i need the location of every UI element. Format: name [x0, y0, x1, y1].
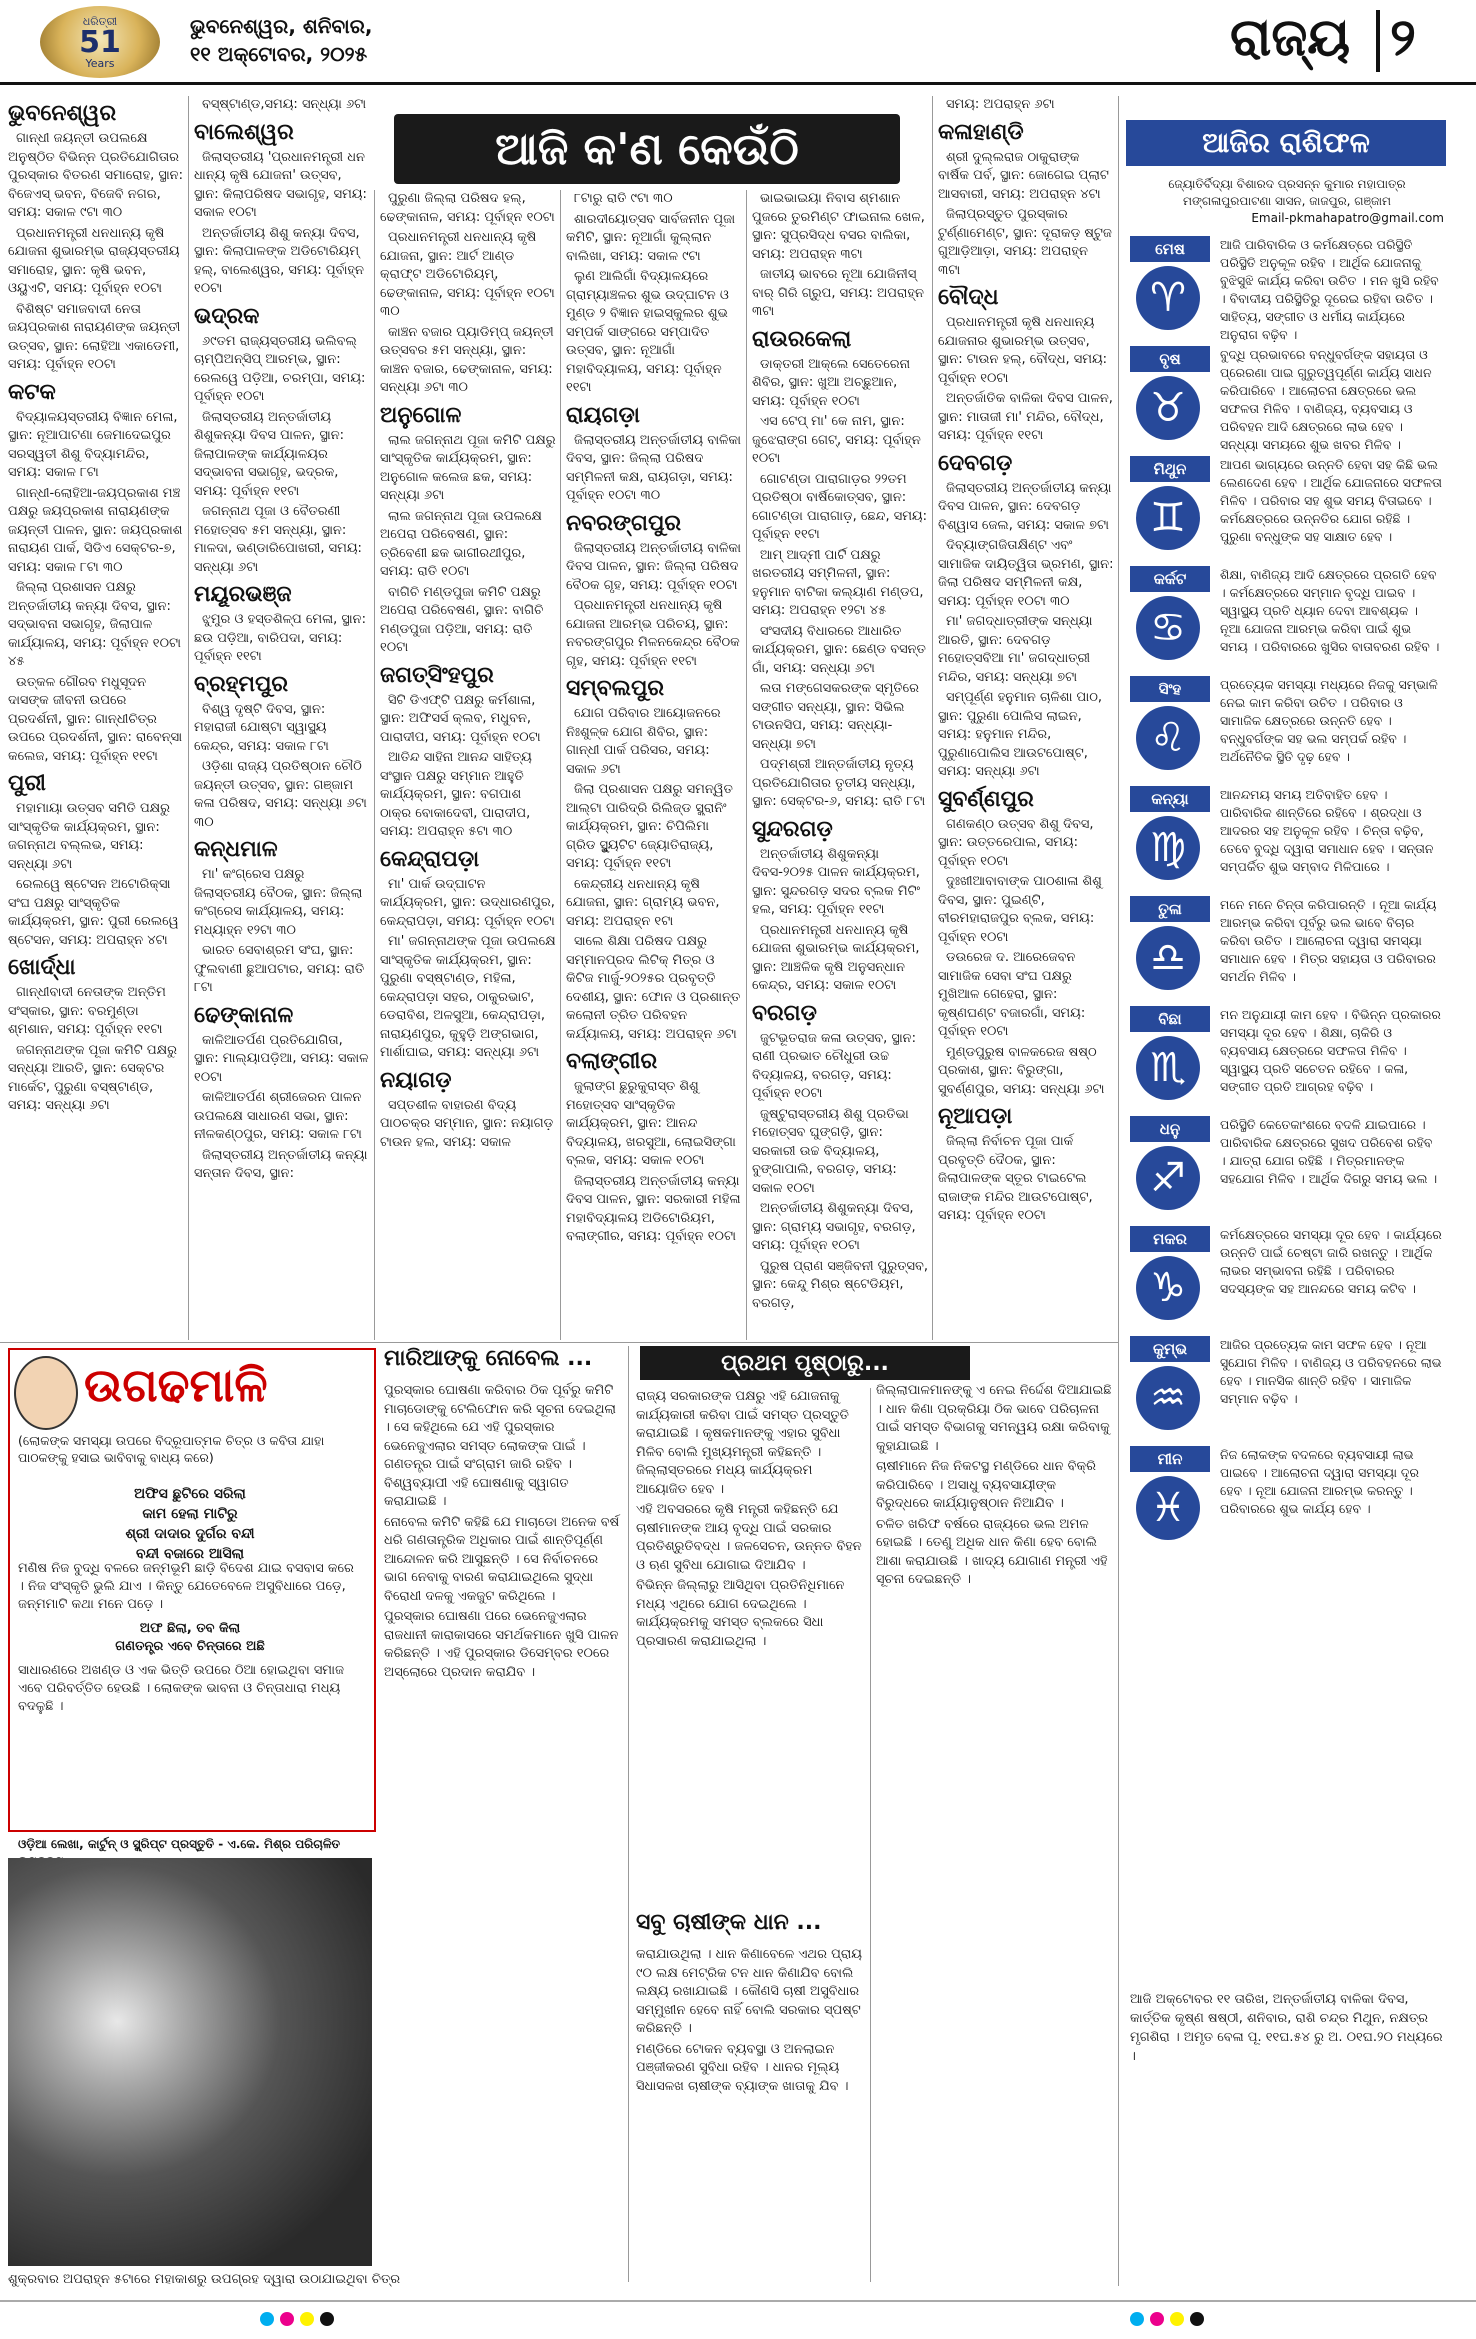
sign-label: ମେଷ — [1130, 236, 1210, 262]
district-heading: ନୂଆପଡ଼ା — [938, 1104, 1013, 1129]
poem-line: କାମ ହେଲା ମାଟିରୁ — [142, 1506, 238, 1522]
event-listing: ଲୁଣ ଆଲିଗାଁ ବିଦ୍ୟାଳୟରେ ଗ୍ରାମ୍ୟାଞ୍ଚଳର ଶୁଭ ଉଦ୍‌ଘାଟନ ଓ ମୁଣ୍ଡ ୨ ବିଜ୍ଞାନ ହାଇସ୍କୁଲର ଶୁଭ ସମ୍ପର୍କ ସାଙ୍ଗରେ ସମ୍ପାଦିତ ଉତ୍ସବ, ସ୍ଥାନ: ନୂଆଗାଁ ମହାବିଦ୍ୟାଳୟ, ସମୟ: ପୂର୍ବାହ୍ନ ୧୧ଟା — [566, 269, 729, 395]
cartoon-body — [18, 1560, 362, 1716]
event-listing: ଲତା ମଙ୍ଗେସକରଙ୍କ ସ୍ମୃତିରେ ସଙ୍ଗୀତ ସନ୍ଧ୍ୟା, ସ୍ଥାନ: ସିଭିଲ ଟାଉନସିପ, ସମୟ: ସନ୍ଧ୍ୟା-ସନ୍ଧ୍ୟା ୭ଟା — [752, 681, 920, 752]
column-divider — [628, 1346, 629, 2282]
event-listing: ଯୋଗ ପରିବାର ଆୟୋଜନରେ ନିଃଶୁଳ୍କ ଯୋଗ ଶିବିର, ସ୍ଥାନ: ଗାନ୍ଧୀ ପାର୍କ ପରିସର, ସମୟ: ସକାଳ ୬ଟା — [566, 706, 721, 777]
column-divider — [188, 96, 189, 1340]
district-heading: ଖୋର୍ଦ୍ଧା — [8, 955, 76, 980]
event-listing: ସମ୍ପୂର୍ଣ୍ଣ ହନୁମାନ ଚାଳିଶା ପାଠ, ସ୍ଥାନ: ପୁରୁଣା ପୋଲିସ ଲାଇନ, ସମୟ: ହନୁମାନ ମନ୍ଦିର, ପୁରୁଣାପୋଲିସ ଆଉଟପୋଷ୍ଟ, ସମୟ: ସନ୍ଧ୍ୟା ୬ଟା — [938, 690, 1103, 779]
logo-number: 51 — [79, 24, 121, 60]
event-listing: ଶ୍ରୀ ଦୁଲ୍ଲରାଜ ଠାକୁରାଙ୍କ ବାର୍ଷିକ ପର୍ବ, ସ୍ଥାନ: ଜୋଗେଇ ପ୍ଲାଟ ଆସବାରୀ, ସମୟ: ଅପରାହ୍ନ ୪ଟା — [938, 149, 1109, 202]
district-heading: ନବରଙ୍ଗପୁର — [566, 510, 682, 536]
story-paragraph: ବିଭିନ୍ନ ଜିଲ୍ଲାରୁ ଆସିଥିବା ପ୍ରତିନିଧିମାନେ ମଧ୍ୟ ଏଥିରେ ଯୋଗ ଦେଇଥିଲେ । କାର୍ଯ୍ୟକ୍ରମକୁ ସମସ୍ତ ବ୍ଲକରେ ସିଧା ପ୍ରସାରଣ କରାଯାଇଥିଲା । — [636, 1578, 845, 1649]
event-listing: ଓଡ଼ିଶା ରାଜ୍ୟ ପ୍ରତିଷ୍ଠାନ ଚୌଠି ଜୟନ୍ତୀ ଉତ୍ସବ, ସ୍ଥାନ: ଗଞ୍ଜାମ କଳା ପରିଷଦ, ସମୟ: ସନ୍ଧ୍ୟା ୬ଟା ୩୦ — [194, 759, 367, 830]
section-title: ରାଜ୍ୟ — [1230, 8, 1351, 68]
cartoon-subtitle: (ଲୋକଙ୍କ ସମସ୍ୟା ଉପରେ ବିଦ୍ରୂପାତ୍ମକ ଚିତ୍ର ଓ କବିତା ଯାହା ପାଠକଙ୍କୁ ହସାଇ ଭାବିବାକୁ ବାଧ୍ୟ କରେ) — [18, 1433, 325, 1465]
logo-name: ଧରିତ୍ରୀ — [82, 14, 118, 28]
district-heading: ସମ୍ବଲପୁର — [566, 676, 665, 701]
poem-line: ଅଫିସ ଛୁଟିରେ ସରିଲା — [134, 1486, 246, 1502]
sign-prediction: ମନ ଅନୁଯାୟୀ କାମ ହେବ । ବିଭିନ୍ନ ପ୍ରକାରର ସମସ୍ୟା ଦୂର ହେବ । ଶିକ୍ଷା, ଚାକିରି ଓ ବ୍ୟବସାୟ କ୍ଷେତ୍ରରେ ସଫଳତା ମିଳିବ । ସ୍ୱାସ୍ଥ୍ୟ ପ୍ରତି ସଚେତନ ରହିବେ । କଳା, ସଙ୍ଗୀତ ପ୍ରତି ଆଗ୍ରହ ବଢ଼ିବ । — [1220, 1007, 1441, 1094]
column-divider — [1118, 96, 1119, 2286]
zodiac-icon: ♎ — [1136, 926, 1200, 990]
event-listing: ଅନ୍ତର୍ଜାତୀୟ ଶିଶୁକନ୍ୟା ଦିବସ-୨୦୨୫ ପାଳନ କାର୍ଯ୍ୟକ୍ରମ, ସ୍ଥାନ: ସୁନ୍ଦରଗଡ଼ ସଦର ବ୍ଲକ ମିଟିଂ ହଲ, ସମୟ: ପୂର୍ବାହ୍ନ ୧୧ଟା — [752, 846, 920, 917]
district-heading: ବୌଦ୍ଧ — [938, 285, 999, 310]
anniversary-logo — [40, 6, 160, 78]
registration-mark — [1170, 2312, 1184, 2326]
event-listing: ଲାଲ ଜଗନ୍ନାଥ ପୂଜା କମିଟି ପକ୍ଷରୁ ସାଂସ୍କୃତିକ କାର୍ଯ୍ୟକ୍ରମ, ସ୍ଥାନ: ଅନୁଗୋଳ କଲେଜ ଛକ, ସମୟ: ସନ୍ଧ୍ୟା ୬ଟା — [380, 432, 556, 503]
registration-mark — [260, 2312, 274, 2326]
story-paragraph: କରାଯାଉଥିଲା । ଧାନ କିଣାବେଳେ ଏଥର ପ୍ରାୟ ୯୦ ଲକ୍ଷ ମେଟ୍ରିକ ଟନ ଧାନ କିଣାଯିବ ବୋଲି ଲକ୍ଷ୍ୟ ରଖାଯାଇଛି । କୌଣସି ଚାଷୀ ଅସୁବିଧାର ସମ୍ମୁଖୀନ ହେବେ ନାହିଁ ବୋଲି ସରକାର ସ୍ପଷ୍ଟ କରିଛନ୍ତି । — [636, 1947, 862, 2036]
sign-prediction: କର୍ମକ୍ଷେତ୍ରରେ ସମସ୍ୟା ଦୂର ହେବ । କାର୍ଯ୍ୟରେ ଉନ୍ନତି ପାଇଁ ଚେଷ୍ଟା ଜାରି ରଖନ୍ତୁ । ଆର୍ଥିକ ଲାଭର ସମ୍ଭାବନା ରହିଛି । ପରିବାରର ସଦସ୍ୟଙ୍କ ସହ ଆନନ୍ଦରେ ସମୟ କଟିବ । — [1220, 1227, 1442, 1296]
district-heading: ରାୟଗଡ଼ା — [566, 402, 640, 428]
event-listing: ସିଟି ଡିଏଫ୍ଟି ପକ୍ଷରୁ କର୍ମଶାଳା, ସ୍ଥାନ: ଅଫିସର୍ସ କ୍ଲବ, ମଧୁବନ, ପାରାଦୀପ, ସମୟ: ପୂର୍ବାହ୍ନ ୧୦ଟା — [380, 692, 541, 745]
cartoon-credit: ଓଡ଼ିଆ ଲେଖା, କାର୍ଟୁନ୍ ଓ ସ୍କ୍ରିପ୍ଟ ପ୍ରସ୍ତୁତି - ଏ.କେ. ମିଶ୍ର ପରିଚାଳିତ — [18, 1837, 341, 1851]
sign-prediction: ଆନନ୍ଦମୟ ସମୟ ଅତିବାହିତ ହେବ । ପାରିବାରିକ ଶାନ୍ତିରେ ରହିବେ । ଶ୍ରଦ୍ଧା ଓ ଆଦରର ସହ ଅନୁକୂଳ ରହିବ । ଚିନ୍ତା ବଢ଼ିବ, ତେବେ ବୁଦ୍ଧି ଦ୍ୱାରା ସମାଧାନ ହେବ । ସନ୍ତାନ ସମ୍ପର୍କିତ ଶୁଭ ସମ୍ବାଦ ମିଳିପାରେ । — [1220, 787, 1434, 874]
event-listing: ଦୁଃଖୀଆବାବାଙ୍କ ପାଠଶାଳା ଶିଶୁ ଦିବସ, ସ୍ଥାନ: ପୁଇଣ୍ଟି, ବୀରମହାରାଜପୁର ବ୍ଲକ, ସମୟ: ପୂର୍ବାହ୍ନ ୧୦ଟା — [938, 874, 1102, 945]
event-listing: କେନ୍ଦ୍ରୀୟ ଧନଧାନ୍ୟ କୃଷି ଯୋଜନା, ସ୍ଥାନ: ଗ୍ରାମ୍ୟ ଭବନ, ସମୟ: ଅପରାହ୍ନ ୧ଟା — [566, 876, 720, 929]
events-banner: ଆଜି କ'ଣ କେଉଁଠି — [394, 114, 900, 184]
sign-prediction: ପ୍ରତ୍ୟେକ ସମସ୍ୟା ମଧ୍ୟରେ ନିଜକୁ ସମ୍ଭାଳି ନେଇ କାମ କରିବା ଉଚିତ । ପରିବାର ଓ ସାମାଜିକ କ୍ଷେତ୍ରରେ ଉନ୍ନତି ହେବ । ବନ୍ଧୁବର୍ଗଙ୍କ ସହ ଭଲ ସମ୍ପର୍କ ରହିବ । ଅର୍ଥନୈତିକ ସ୍ଥିତି ଦୃଢ଼ ହେବ । — [1220, 677, 1438, 764]
event-listing: ଜିଲାପ୍ରସ୍ତୁତ ପୁରସ୍କାର ଟୁର୍ଣ୍ଣାମେଣ୍ଟ, ସ୍ଥାନ: ଦୂରାକଡ଼ ଷ୍ଟୁଜ ଗୁଆଡ଼ିଆଡ଼ା, ସମୟ: ଅପରାହ୍ନ ୩ଟା — [938, 207, 1112, 278]
event-listing: ଡାକ୍ତରୀ ଆକ୍ଲେ ସେତେରେନା ଶିବିର, ସ୍ଥାନ: ଖୁଆ ଅଚ୍ଛୁଆନ, ସମୟ: ପୂର୍ବାହ୍ନ ୧୦ଟା — [752, 356, 911, 409]
sign-prediction: ବୁଦ୍ଧି ପ୍ରଭାବରେ ବନ୍ଧୁବର୍ଗଙ୍କ ସହାୟତା ଓ ପ୍ରେରଣା ପାଇ ଗୁରୁତ୍ୱପୂର୍ଣ୍ଣ କାର୍ଯ୍ୟ ସାଧନ କରିପାରିବେ । ଆଲୋଚନା କ୍ଷେତ୍ରରେ ଭଲ ସଫଳତା ମିଳିବ । ବାଣିଜ୍ୟ, ବ୍ୟବସାୟ ଓ ପରିବହନ ଆଦି କ୍ଷେତ୍ରରେ ଲାଭ ହେବ । ସନ୍ଧ୍ୟା ସମୟରେ ଶୁଭ ଖବର ମିଳିବ । — [1220, 347, 1432, 452]
poem-line: ବନ୍ଦୀ ବଜାରେ ଆସିଲା — [135, 1546, 245, 1562]
event-listing: ଜିଲା ପ୍ରଶାସନ ପକ୍ଷରୁ ସମନ୍ୱିତ ଆଲ୍‌ଟା ପାରିଦ୍ରି ରିଲିଜ୍ଡ ସ୍କ୍ରାନିଂ କାର୍ଯ୍ୟକ୍ରମ, ସ୍ଥାନ: ଚିପିଲିମା ଗ୍ରିଡ ସ୍ଥ୍ୟୁଟିଟ ଜ୍ୟୋତିରାଜ୍ୟ, ସମୟ: ପୂର୍ବାହ୍ନ ୧୧ଟା — [566, 782, 733, 871]
zodiac-icon: ♓ — [1136, 1476, 1200, 1540]
story-body-paddy — [636, 1946, 866, 2276]
horoscope-title: ଆଜିର ରାଶିଫଳ — [1126, 120, 1446, 166]
event-listing: ଜଗନ୍ନାଥ ପୂଜା ଓ ବୈତରଣୀ ମହୋତ୍ସବ ୫ମ ସନ୍ଧ୍ୟା, ସ୍ଥାନ: ମାଳଦା, ଭଣ୍ଡାରିପୋଖରୀ, ସମୟ: ସନ୍ଧ୍ୟା ୬ଟା — [194, 504, 362, 575]
story-paragraph: ଚାଷୀମାନେ ନିଜ ନିକଟସ୍ଥ ମଣ୍ଡିରେ ଧାନ ବିକ୍ରି କରିପାରିବେ । ଅସାଧୁ ବ୍ୟବସାୟୀଙ୍କ ବିରୁଦ୍ଧରେ କାର୍ଯ୍ୟାନୁଷ୍ଠାନ ନିଆଯିବ । — [876, 1459, 1097, 1511]
cartoon-header — [14, 1356, 366, 1428]
event-listing: ସଂସଦୀୟ ବିଧାରରେ ଆଧାରିତ କାର୍ଯ୍ୟକ୍ରମ, ସ୍ଥାନ: ଛେଣ୍ଡ ବସନ୍ତ ଗାଁ, ସମୟ: ସନ୍ଧ୍ୟା ୬ଟା — [752, 623, 926, 676]
sign-prediction: ଆଜିର ପ୍ରତ୍ୟେକ କାମ ସଫଳ ହେବ । ନୂଆ ସୁଯୋଗ ମିଳିବ । ବାଣିଜ୍ୟ ଓ ପରିବହନରେ ଲାଭ ହେବ । ମାନସିକ ଶାନ୍ତି ରହିବ । ସାମାଜିକ ସମ୍ମାନ ବଢ଼ିବ । — [1220, 1337, 1442, 1406]
sign-label: ଧନୁ — [1130, 1116, 1210, 1142]
event-listing: କାଞ୍ଚନ ବଜାର ପ୍ୟାଡିମ୍ପ୍ ଜୟନ୍ତୀ ଉତ୍ସବର ୫ମ ସନ୍ଧ୍ୟା, ସ୍ଥାନ: କାଞ୍ଚନ ବଜାର, ଢେଙ୍କାନାଳ, ସମୟ: ସନ୍ଧ୍ୟା ୬ଟା ୩୦ — [380, 324, 554, 395]
zodiac-icon: ♋ — [1136, 596, 1200, 660]
event-listing: ମୁଣ୍ଡପୁରୁଷ ବାଳକରେଜ ଷଷ୍ଠ ପ୍ରକାଶ, ସ୍ଥାନ: ବିରୁଙ୍ଗା, ସୁବର୍ଣ୍ଣପୁର, ସମୟ: ସନ୍ଧ୍ୟା ୬ଟା — [938, 1044, 1105, 1097]
registration-mark — [1190, 2312, 1204, 2326]
story-headline-nobel[interactable]: ମାରିଆଙ୍କୁ ନୋବେଲ ... — [384, 1346, 593, 1371]
event-listing: ଜାତୀୟ ଭାବରେ ନୂଆ ଯୋଜିନୀସ୍ ବାର୍ ଗିରି ଗ୍ରୁପ, ସମୟ: ଅପରାହ୍ନ ୩ଟା — [752, 267, 924, 319]
event-listing: ଏସ ଟେପ୍ ମା' କେ ନାମ, ସ୍ଥାନ: ଜୁଝେରାଙ୍ଗ ଗେଟ୍, ସମୟ: ପୂର୍ବାହ୍ନ ୧୦ଟା — [752, 414, 921, 466]
zodiac-icon: ♉ — [1136, 376, 1200, 440]
poem-line: ଗଣତନ୍ତ୍ର ଏବେ ଚିନ୍ତାରେ ଅଛି — [115, 1639, 265, 1654]
story-paragraph: ଚଳିତ ଖରିଫ ବର୍ଷରେ ରାଜ୍ୟରେ ଭଲ ଅମଳ ହୋଇଛି । ତେଣୁ ଅଧିକ ଧାନ କିଣା ହେବ ବୋଲି ଆଶା କରାଯାଉଛି । ଖାଦ୍ୟ ଯୋଗାଣ ମନ୍ତ୍ରୀ ଏହି ସୂଚନା ଦେଇଛନ୍ତି । — [876, 1516, 1108, 1587]
event-listing: ଆତିନ୍ଦ ସାହିନା ଆନନ୍ଦ ସାହିତ୍ୟ ସଂସ୍ଥାନ ପକ୍ଷରୁ ସମ୍ମାନ ଆହୁତି କାର୍ଯ୍ୟକ୍ରମ, ସ୍ଥାନ: ବଗପାଶ ଠାକ୍ର ବୋକାଦେବୀ, ପାରାଦୀପ, ସମୟ: ଅପରାହ୍ନ ୫ଟା ୩୦ — [380, 750, 532, 839]
satellite-caption: ଶୁକ୍ରବାର ଅପରାହ୍ନ ୫ଟାରେ ମହାକାଶରୁ ଉପଗ୍ରହ ଦ୍ୱାରା ଉଠାଯାଇଥିବା ଚିତ୍ର — [8, 2272, 401, 2287]
sign-label: ସିଂହ — [1130, 676, 1210, 702]
event-listing: ଜିଲ୍ଲା ପ୍ରଶାସନ ପକ୍ଷରୁ ଅନ୍ତର୍ଜାତୀୟ କନ୍ୟା ଦିବସ, ସ୍ଥାନ: ସଦ୍ଭାବନା ସଭାଗୃହ, ଜିଲାପାଳ କାର୍ଯ୍ୟାଳୟ, ସମୟ: ପୂର୍ବାହ୍ନ ୧୦ଟା ୪୫ — [8, 580, 181, 669]
events-column-2 — [194, 96, 370, 1340]
story-paragraph: ଜିଲ୍ଲାପାଳମାନଙ୍କୁ ଏ ନେଇ ନିର୍ଦ୍ଦେଶ ଦିଆଯାଇଛି । ଧାନ କିଣା ପ୍ରକ୍ରିୟା ଠିକ ଭାବେ ପରିଚାଳନା ପାଇଁ ସମସ୍ତ ବିଭାଗକୁ ସମନ୍ୱୟ ରକ୍ଷା କରିବାକୁ କୁହାଯାଇଛି । — [876, 1383, 1112, 1454]
event-listing: ଗାନ୍ଧୀ-ଲୋହିଆ-ଜୟପ୍ରକାଶ ମଞ୍ଚ ପକ୍ଷରୁ ଜୟପ୍ରକାଶ ନାରାୟଣଙ୍କ ଜୟନ୍ତୀ ପାଳନ, ସ୍ଥାନ: ଜୟପ୍ରକାଶ ନାରାୟଣ ପାର୍କ, ସିଡିଏ ସେକ୍ଟର-୭, ସମୟ: ସକାଳ ୮ଟା ୩୦ — [8, 485, 183, 575]
event-listing: ବିଦ୍ୟାଳୟସ୍ତରୀୟ ବିଜ୍ଞାନ ମେଳା, ସ୍ଥାନ: ନୂଆପାଟଣା ଜେମାଦେଇପୁର ସରସ୍ୱତୀ ଶିଶୁ ବିଦ୍ୟାମନ୍ଦିର, ସମୟ: ସକାଳ ୮ଟା — [8, 409, 178, 480]
zodiac-icon: ♌ — [1136, 706, 1200, 770]
event-listing: ଜିଲାସ୍ତରୀୟ ଅନ୍ତର୍ଜାତୀୟ କନ୍ୟା ଦିବସ ପାଳନ, ସ୍ଥାନ: ଦେବଗଡ଼ ବିଶ୍ୱାସ ଜେଲ, ସମୟ: ସକାଳ ୭ଟା — [938, 480, 1112, 533]
event-listing: ଗାନ୍ଧୀବାଦୀ ନେତାଙ୍କ ଅନ୍ତିମ ସଂସ୍କାର, ସ୍ଥାନ: ବରମୁଣ୍ଡା ଶ୍ମଶାନ, ସମୟ: ପୂର୍ବାହ୍ନ ୧୧ଟା — [8, 985, 166, 1037]
event-listing: ସାଲେ ଶିକ୍ଷା ପରିଷଦ ପକ୍ଷରୁ ସମ୍ମାନପ୍ରଦ ଲିଟିକ୍ ମିତ୍ର ଓ କିଟିଜ ମାର୍ଜୁ-୨୦୨୫ର ପ୍ରବୃତ୍ତି ଦେଶୀୟ, ସ୍ଥାନ: ଫୋନ ଓ ପ୍ରଶାନ୍ତ କଲୋନୀ ତ୍ରିତ ପରିବହନ କର୍ଯ୍ୟାଳୟ, ସମୟ: ଅପରାହ୍ନ ୬ଟା — [566, 934, 741, 1042]
district-heading: କେନ୍ଦ୍ରାପଡ଼ା — [380, 846, 480, 872]
cartoon-paragraph: ସାଧାରଣରେ ଅଖଣ୍ଡ ଓ ଏକ ଭିତ୍ତି ଉପରେ ଠିଆ ହୋଇଥିବା ସମାଜ ଏବେ ପରିବର୍ତ୍ତିତ ହେଉଛି । ଲୋକଙ୍କ ଭାବନା ଓ ଚିନ୍ତାଧାରା ମଧ୍ୟ ବଦଳୁଛି । — [18, 1663, 344, 1714]
events-column-5 — [752, 190, 928, 1340]
event-listing: ପ୍ରଧାନମନ୍ତ୍ରୀ ଧନଧାନ୍ୟ କୃଷି ଯୋଜନା, ସ୍ଥାନ: ଆର୍ଟ ଆଣ୍ଡ କ୍ରାଫ୍ଟ ଅଡିଟୋରିୟମ୍, ଢେଙ୍କାନାଳ, ସମୟ: ପୂର୍ବାହ୍ନ ୧୦ଟା ୩୦ — [380, 230, 555, 319]
story-paragraph: ମଣ୍ଡିରେ ଟୋକନ ବ୍ୟବସ୍ଥା ଓ ଅନଲାଇନ ପଞ୍ଜୀକରଣ ସୁବିଧା ରହିବ । ଧାନର ମୂଲ୍ୟ ସିଧାସଳଖ ଚାଷୀଙ୍କ ବ୍ୟାଙ୍କ ଖାତାକୁ ଯିବ । — [636, 2041, 849, 2094]
event-listing: ସମୟ: ଅପରାହ୍ନ ୬ଟା — [946, 97, 1055, 112]
event-listing: ଅନ୍ତର୍ଜାତୀୟ ଶିଶୁକନ୍ୟା ଦିବସ, ସ୍ଥାନ: ଗ୍ରାମ୍ୟ ସଭାଗୃହ, ବରଗଡ଼, ସମୟ: ପୂର୍ବାହ୍ନ ୧୦ଟା — [752, 1201, 916, 1253]
story-body-nobel — [384, 1382, 622, 2282]
event-listing: ଆମ୍ ଆଦ୍‌ମୀ ପାର୍ଟି ପକ୍ଷରୁ ଖରତରୀୟ ସମ୍ମିଳନୀ, ସ୍ଥାନ: ହନୁମାନ ବାଟିକା କଲ୍ୟାଣ ମଣ୍ଡପ, ସମୟ: ଅପରାହ୍ନ ୧୨ଟା ୪୫ — [752, 547, 924, 618]
dateline-place-day: ଭୁବନେଶ୍ୱର, ଶନିବାର, — [190, 14, 373, 38]
district-heading: ସୁନ୍ଦରଗଡ଼ — [752, 816, 833, 842]
event-listing: ପ୍ରଧାନମନ୍ତ୍ରୀ ଧନଧାନ୍ୟ କୃଷି ଯୋଜନା ଶୁଭାରମ୍ଭ କାର୍ଯ୍ୟକ୍ରମ, ସ୍ଥାନ: ଆଞ୍ଚଳିକ କୃଷି ଅନୁସନ୍ଧାନ କେନ୍ଦ୍ର, ସମୟ: ସକାଳ ୧୦ଟା — [752, 922, 920, 993]
zodiac-icon: ♊ — [1136, 486, 1200, 550]
sign-label: ବୃଷ — [1130, 346, 1210, 372]
event-listing: ଗଣକଣ୍ଠ ଉତ୍ସବ ଶିଶୁ ଦିବସ, ସ୍ଥାନ: ଉତ୍ତରେପାଲ, ସମୟ: ପୂର୍ବାହ୍ନ ୧୦ଟା — [938, 816, 1094, 869]
event-listing: ମା' ପାର୍କ ଉଦ୍‌ଘାଟନ କାର୍ଯ୍ୟକ୍ରମ, ସ୍ଥାନ: ଉଦ୍ଧାରଣପୁର, କେନ୍ଦ୍ରାପଡ଼ା, ସମୟ: ପୂର୍ବାହ୍ନ ୧୦ଟା — [380, 876, 555, 929]
event-listing: ଗୋଟଣ୍ଡା ପାରାଗାଡ଼ର ୨୨ତମ ପ୍ରତିଷ୍ଠା ବାର୍ଷିକୋତ୍ସବ, ସ୍ଥାନ: ଗୋଟଣ୍ଡା ପାରାଗାଡ଼, ଛେନ୍ଦ, ସମୟ: ପୂର୍ବାହ୍ନ ୧୧ଟା — [752, 471, 928, 542]
district-heading: ଭଦ୍ରକ — [194, 303, 260, 329]
event-listing: ଅନ୍ତର୍ଜାତିକ ବାଳିକା ଦିବସ ପାଳନ, ସ୍ଥାନ: ମାତାଜୀ ମା' ମନ୍ଦିର, ବୌଦ୍ଧ, ସମୟ: ପୂର୍ବାହ୍ନ ୧୧ଟା — [938, 391, 1113, 443]
sign-label: କନ୍ୟା — [1130, 786, 1210, 812]
event-listing: ବିଶିଷ୍ଟ ସମାଜବାଦୀ ନେତା ଜୟପ୍ରକାଶ ନାରାୟଣଙ୍କ ଜୟନ୍ତୀ ଉତ୍ସବ, ସ୍ଥାନ: ଲୋହିଆ ଏକାଡେମୀ, ସମୟ: ପୂର୍ବାହ୍ନ ୧୦ଟା — [8, 301, 181, 372]
event-listing: ଜିଲ୍ଲା ନିର୍ବାଚନ ପୂଜା ପାର୍କ ପ୍ରବୃତ୍ତି ଦୈଠକ, ସ୍ଥାନ: ଜିଲାପାଳଙ୍କ ସ୍ତୂର ଟାଇଟେଲ ରାଜାଙ୍କ ମନ୍ଦିର ଆଉଟପୋଷ୍ଟ, ସମୟ: ପୂର୍ବାହ୍ନ ୧୦ଟା — [938, 1134, 1093, 1223]
event-listing: ଜିଲାସ୍ତରୀୟ ଅନ୍ତର୍ଜାତୀୟ କନ୍ୟା ଦିବସ ପାଳନ, ସ୍ଥାନ: ସରକାରୀ ମହିଳା ମହାବିଦ୍ୟାଳୟ ଅଡିଟୋରିୟମ, ବଲାଙ୍ଗୀର, ସମୟ: ପୂର୍ବାହ୍ନ ୧୦ଟା — [566, 1173, 741, 1244]
zodiac-icon: ♑ — [1136, 1256, 1200, 1320]
event-listing: ସପ୍ତଶୀଳ ବାହାରଣ ବିଦ୍ୟ ପାଠଚକ୍ର ସମ୍ମାନ, ସ୍ଥାନ: ନୟାଗଡ଼ ଟାଉନ ହଲ, ସମୟ: ସକାଳ — [380, 1097, 554, 1150]
sign-label: ମିଥୁନ — [1130, 456, 1210, 482]
event-listing: ଜୁଲାଙ୍ଗ ଛୁରୁକୁରାସ୍ତ ଶିଶୁ ମହୋତ୍ସବ ସାଂସ୍କୃତିକ କାର୍ଯ୍ୟକ୍ରମ, ସ୍ଥାନ: ଆନନ୍ଦ ବିଦ୍ୟାଳୟ, ଖରସୁଆ, ଲୋଇସିଙ୍ଗା ବ୍ଲକ, ସମୟ: ସକାଳ ୧୦ଟା — [566, 1079, 736, 1168]
events-column-4 — [566, 190, 742, 1340]
event-listing: ପୁରୁଷ ପ୍ରାଣ ସଞ୍ଜିବନୀ ପୁରୁତ୍ସବ, ସ୍ଥାନ: କେନ୍ଦୁ ମିଶ୍ର ଷ୍ଟେଡିୟମ, ବରଗଡ଼, — [752, 1258, 928, 1311]
event-listing: ଉତ୍କଳ ଗୌରବ ମଧୁସୂଦନ ଦାସଙ୍କ ଜୀବନୀ ଉପରେ ପ୍ରଦର୍ଶନୀ, ସ୍ଥାନ: ଗାନ୍ଧୀଚିତ୍ର ଉପରେ ପ୍ରଦର୍ଶନୀ, ସ୍ଥାନ: ରାବେନ୍ସା କଲେଜ, ସମୟ: ପୂର୍ବାହ୍ନ ୧୧ଟା — [8, 674, 183, 764]
district-heading: କଟକ — [8, 379, 56, 405]
event-listing: ପ୍ରଧାନମନ୍ତ୍ରୀ କୃଷି ଧନଧାନ୍ୟ ଯୋଜନାର ଶୁଭାରମ୍ଭ ଉତ୍ସବ, ସ୍ଥାନ: ଟାଉନ ହଲ୍, ବୌଦ୍ଧ, ସମୟ: ପୂର୍ବାହ୍ନ ୧୦ଟା — [938, 315, 1108, 386]
registration-mark — [1150, 2312, 1164, 2326]
column-divider — [932, 96, 933, 1340]
district-heading: କଳାହାଣ୍ଡି — [938, 119, 1024, 145]
zodiac-icon: ♒ — [1136, 1366, 1200, 1430]
event-listing: ମହାମାୟା ଉତ୍ସବ ସମିତି ପକ୍ଷରୁ ସାଂସ୍କୃତିକ କାର୍ଯ୍ୟକ୍ରମ, ସ୍ଥାନ: ଜଗନ୍ନାଥ ବଲ୍ଲଭ, ସମୟ: ସନ୍ଧ୍ୟା ୬ଟା — [8, 801, 171, 872]
event-listing: ପଦ୍ମଶ୍ରୀ ଆନ୍ତର୍ଜାତୀୟ ନୃତ୍ୟ ପ୍ରତିଯୋଗିତାର ତୃତୀୟ ସନ୍ଧ୍ୟା, ସ୍ଥାନ: ସେକ୍ଟର-୬, ସମୟ: ରାତି ୮ଟା — [752, 757, 926, 809]
story-paragraph: ପୁରସ୍କାର ଘୋଷଣା ପରେ ଭେନେଜୁଏଲାର ରାଜଧାନୀ କାରାକାସରେ ସମର୍ଥକମାନେ ଖୁସି ପାଳନ କରିଛନ୍ତି । ଏହି ପୁରସ୍କାର ଡିସେମ୍ବର ୧୦ରେ ଅସ୍ଲୋରେ ପ୍ରଦାନ କରାଯିବ । — [384, 1609, 619, 1680]
district-heading: ବ୍ରହ୍ମପୁର — [194, 671, 289, 697]
event-listing: ଜୁଟଭୂତରାଜ କଳା ଉତ୍ସବ, ସ୍ଥାନ: ରାଣୀ ପ୍ରଭାତ ଚୌଧୁରୀ ଉଚ୍ଚ ବିଦ୍ୟାଳୟ, ବରଗଡ଼, ସମୟ: ପୂର୍ବାହ୍ନ ୧୦ଟା — [752, 1030, 917, 1101]
story-body-front-page — [636, 1388, 866, 1898]
event-listing: ଶାରଦୀୟୋତ୍ସବ ସାର୍ବଜନୀନ ପୂଜା କମିଟି, ସ୍ଥାନ: ନୂଆଗାଁ କୁଲ୍ଲାନ ବାଲିଖା, ସମୟ: ସକାଳ ୯ଟା — [566, 211, 736, 264]
district-heading: ରାଉରକେଲା — [752, 326, 852, 352]
event-listing: ଲାଲ ଜଗନ୍ନାଥ ପୂଜା ଉପଲକ୍ଷେ ଅପେରା ପରିବେଷଣ, ସ୍ଥାନ: ତ୍ରିବେଣୀ ଛକ ଭାଗୀରଥୀପୁର, ସମୟ: ରାତି ୧୦ଟା — [380, 508, 542, 579]
district-heading: ଜଗତ୍‌ସିଂହପୁର — [380, 662, 494, 688]
event-listing: କାଳିଆତର୍ପଣ ଶ୍ରୀଜେରନ ପାଳନ ଉପଲକ୍ଷେ ସାଧାରଣ ସଭା, ସ୍ଥାନ: ନୀଳକଣ୍ଠପୁର, ସମୟ: ସକାଳ ୮ଟା — [194, 1090, 362, 1142]
sign-label: କୁମ୍ଭ — [1130, 1336, 1210, 1362]
cartoon-title: ଉଗଢମାଳି — [84, 1358, 268, 1412]
event-listing: ମା' ଜଗନ୍ନାଥଙ୍କ ପୂଜା ଉପଲକ୍ଷେ ସାଂସ୍କୃତିକ କାର୍ଯ୍ୟକ୍ରମ, ସ୍ଥାନ: ପୁରୁଣା ବସ୍‌ଷ୍ଟାଣ୍ଡ, ମହିଳା, କେନ୍ଦ୍ରାପଡ଼ା ସହର, ଠାକୁରଭାଟ, ଡେରାବିଶ, ଅଳସୁଆ, କେନ୍ଦ୍ରାପଡ଼ା, ନାରାୟଣପୁର, କୁହୁଡ଼ି ଅଙ୍ଗଭାଗ, ମାର୍ଶାଘାଇ, ସମୟ: ସନ୍ଧ୍ୟା ୬ଟା — [380, 934, 556, 1060]
sign-prediction: ଶିକ୍ଷା, ବାଣିଜ୍ୟ ଆଦି କ୍ଷେତ୍ରରେ ପ୍ରଗତି ହେବ । କର୍ମକ୍ଷେତ୍ରରେ ସମ୍ମାନ ବୃଦ୍ଧି ପାଇବ । ସ୍ୱାସ୍ଥ୍ୟ ପ୍ରତି ଧ୍ୟାନ ଦେବା ଆବଶ୍ୟକ । ନୂଆ ଯୋଜନା ଆରମ୍ଭ କରିବା ପାଇଁ ଶୁଭ ସମୟ । ପରିବାରରେ ଖୁସିର ବାତାବରଣ ରହିବ । — [1220, 567, 1440, 654]
event-listing: ୮ଟାରୁ ରାତି ୯ଟା ୩୦ — [574, 191, 673, 206]
district-heading: ଅନୁଗୋଳ — [380, 402, 462, 428]
district-heading: କନ୍ଧମାଳ — [194, 837, 278, 862]
district-heading: ନୟାଗଡ଼ — [380, 1067, 452, 1093]
horoscope-author: ଜ୍ୟୋତିର୍ବିଦ୍ୟା ବିଶାରଦ ପ୍ରସନ୍ନ କୁମାର ମହାପାତ୍ର — [1168, 177, 1406, 191]
district-heading: ମୟୂରଭଞ୍ଜ — [194, 582, 292, 607]
cartoon-poem — [18, 1484, 362, 1564]
column-divider — [374, 190, 375, 1340]
sign-prediction: ନିଜ ଲୋକଙ୍କ ବଦଳରେ ବ୍ୟବସାୟୀ ଲାଭ ପାଇବେ । ଆଲୋଚନା ଦ୍ୱାରା ସମସ୍ୟା ଦୂର ହେବ । ନୂଆ ଯୋଜନା ଆରମ୍ଭ କରନ୍ତୁ । ପରିବାରରେ ଶୁଭ କାର୍ଯ୍ୟ ହେବ । — [1220, 1447, 1419, 1516]
events-column-3 — [380, 190, 556, 1340]
events-column-6 — [938, 96, 1114, 1340]
event-listing: ଜିଲାସ୍ତରୀୟ ଅନ୍ତର୍ଜାତୀୟ ବାଳିକା ଦିବସ ପାଳନ, ସ୍ଥାନ: ଜିଲ୍ଲା ପରିଷଦ ବୈଠକ ଗୃହ, ସମୟ: ପୂର୍ବାହ୍ନ ୧୦ଟା — [566, 540, 741, 593]
event-listing: ଭାରତ ସେବାଶ୍ରମ ସଂଘ, ସ୍ଥାନ: ଫୁଲବାଣୀ ଛୁଆପଟାର, ସମୟ: ରାତି ୮ଟା — [194, 943, 365, 995]
event-listing: ମା' କଂଗ୍ରେସ ପକ୍ଷରୁ ଜିଲାସ୍ତରୀୟ ବୈଠକ, ସ୍ଥାନ: ଜିଲ୍ଲା କଂଗ୍ରେସ କାର୍ଯ୍ୟାଳୟ, ସମୟ: ମଧ୍ୟାହ୍ନ ୧୨ଟା ୩୦ — [194, 867, 363, 938]
zodiac-icon: ♏ — [1136, 1036, 1200, 1100]
events-column-1 — [8, 96, 184, 1340]
almanac-text: ଆଜି ଅକ୍ଟୋବର ୧୧ ତାରିଖ, ଅନ୍ତର୍ଜାତୀୟ ବାଳିକା ଦିବସ, କାର୍ତ୍ତିକ କୃଷ୍ଣ ଷଷ୍ଠୀ, ଶନିବାର, ରାଶି ଚନ୍ଦ୍ର ମିଥୁନ, ନକ୍ଷତ୍ର ମୃଗଶିରା । ଅମୃତ ବେଳା ପୂ. ୧୧ଘ.୫୪ ରୁ ଅ. ୦୧ଘ.୨୦ ମଧ୍ୟରେ । — [1130, 1992, 1443, 2064]
page-number: ୨ — [1390, 8, 1416, 68]
story-headline-front-page[interactable]: ପ୍ରଥମ ପୃଷ୍ଠାରୁ... — [640, 1346, 970, 1380]
cartoon-paragraph: ମଣିଷ ନିଜ ବୁଦ୍ଧି ବଳରେ ଜନ୍ମଭୂମି ଛାଡ଼ି ବିଦେଶ ଯାଇ ବସବାସ କରେ । ନିଜ ସଂସ୍କୃତି ଭୁଲି ଯାଏ । କିନ୍ତୁ ଯେତେବେଳେ ଅସୁବିଧାରେ ପଡ଼େ, ଜନ୍ମମାଟି କଥା ମନେ ପଡ଼େ । — [18, 1561, 354, 1612]
event-listing: ମା' ଜଗଦ୍ଧାତ୍ରୀଙ୍କ ସନ୍ଧ୍ୟା ଆରତି, ସ୍ଥାନ: ଦେବଗଡ଼ ମହୋତ୍ସବିଆ ମା' ଜଗଦ୍ଧାତ୍ରୀ ମନ୍ଦିର, ସମୟ: ସନ୍ଧ୍ୟା ୭ଟା — [938, 614, 1093, 685]
footer-rule — [0, 2300, 1476, 2302]
event-listing: ଝୁମୁର ଓ ହସ୍ତଶିଳ୍ପ ମେଳା, ସ୍ଥାନ: ଛଉ ପଡ଼ିଆ, ବାରିପଦା, ସମୟ: ପୂର୍ବାହ୍ନ ୧୧ଟା — [194, 612, 366, 664]
story-paragraph: ପୁରସ୍କାର ଘୋଷଣା କରିବାର ଠିକ ପୂର୍ବରୁ କମିଟି ମାଚାଡୋଙ୍କୁ ଟେଲିଫୋନ କରି ସୂଚନା ଦେଇଥିଲା । ସେ କହିଥିଲେ ଯେ ଏହି ପୁରସ୍କାର ଭେନେଜୁଏଲାର ସମସ୍ତ ଲୋକଙ୍କ ପାଇଁ । ଗଣତନ୍ତ୍ର ପାଇଁ ସଂଗ୍ରାମ ଜାରି ରହିବ । ବିଶ୍ୱବ୍ୟାପୀ ଏହି ଘୋଷଣାକୁ ସ୍ୱାଗତ କରାଯାଇଛି । — [384, 1383, 616, 1509]
event-listing: ଡଉରେଜ ଦ. ଆରେଜେବନ ସାମାଜିକ ସେବା ସଂଘ ପକ୍ଷରୁ ମୁଖିଆଳ ଗେହେରା, ସ୍ଥାନ: କୃଷ୍ଣଘଣ୍ଟ ବଜାରଗାଁ, ସମୟ: ପୂର୍ବାହ୍ନ ୧୦ଟା — [938, 950, 1086, 1039]
event-listing: ଜିଲାସ୍ତରୀୟ ଅନ୍ତର୍ଜାତୀୟ କନ୍ୟା ସନ୍ତାନ ଦିବସ, ସ୍ଥାନ: — [194, 1147, 368, 1181]
event-listing: ପ୍ରଧାନମନ୍ତ୍ରୀ ଧନଧାନ୍ୟ କୃଷି ଯୋଜନା ଶୁଭାରମ୍ଭ ରାଜ୍ୟସ୍ତରୀୟ ସମାରୋହ, ସ୍ଥାନ: କୃଷି ଭବନ, ଓୟୁଏଟି, ସମୟ: ପୂର୍ବାହ୍ନ ୧୦ଟା — [8, 225, 180, 296]
satellite-weather-image — [8, 1858, 372, 2266]
event-listing: ବସ୍‌ଷ୍ଟାଣ୍ଡ,ସମୟ: ସନ୍ଧ୍ୟା ୬ଟା — [202, 97, 367, 112]
district-heading: ବାଲେଶ୍ୱର — [194, 119, 294, 145]
story-paragraph: ଏହି ଅବସରରେ କୃଷି ମନ୍ତ୍ରୀ କହିଛନ୍ତି ଯେ ଚାଷୀମାନଙ୍କ ଆୟ ବୃଦ୍ଧି ପାଇଁ ସରକାର ପ୍ରତିଶ୍ରୁତିବଦ୍ଧ । ଜଳସେଚନ, ଉନ୍ନତ ବିହନ ଓ ଋଣ ସୁବିଧା ଯୋଗାଇ ଦିଆଯିବ । — [636, 1502, 862, 1573]
header-rule — [0, 82, 1476, 85]
registration-mark — [300, 2312, 314, 2326]
event-listing: ଜଗନ୍ନାଥଙ୍କ ପୂଜା କମିଟି ପକ୍ଷରୁ ସନ୍ଧ୍ୟା ଆରତି, ସ୍ଥାନ: ସେକ୍ଟର ମାର୍କେଟ, ପୁରୁଣା ବସ୍‌ଷ୍ଟାଣ୍ଡ, ସମୟ: ସନ୍ଧ୍ୟା ୬ଟା — [8, 1042, 177, 1113]
sign-prediction: ପରିସ୍ଥିତି କେତେକାଂଶରେ ବଦଳି ଯାଇପାରେ । ପାରିବାରିକ କ୍ଷେତ୍ରରେ ସୁଖଦ ପରିବେଶ ରହିବ । ଯାତ୍ରା ଯୋଗ ରହିଛି । ମିତ୍ରମାନଙ୍କ ସହଯୋଗ ମିଳିବ । ଆର୍ଥିକ ଦିଗରୁ ସମୟ ଭଲ । — [1220, 1117, 1438, 1186]
event-listing: ୬୯ତମ ରାଜ୍ୟସ୍ତରୀୟ ଭଲିବଲ୍ ଚାମ୍ପିଅନ୍‌ସିପ୍ ଆରମ୍ଭ, ସ୍ଥାନ: ରେଲୱେ ପଡ଼ିଆ, ଚରମ୍ପା, ସମୟ: ପୂର୍ବାହ୍ନ ୧୦ଟା — [194, 333, 366, 404]
event-listing: ବିଶ୍ୱ ଦୃଷ୍ଟି ଦିବସ, ସ୍ଥାନ: ମହାରାଜୀ ଯୋଷ୍ଟା ସ୍ୱାସ୍ଥ୍ୟ କେନ୍ଦ୍ର, ସମୟ: ସକାଳ ୮ଟା — [194, 701, 329, 754]
column-divider — [560, 190, 561, 1340]
district-heading: ବଲାଙ୍ଗୀର — [566, 1049, 658, 1074]
poem-line: ଶ୍ରୀ ଦାଦାର ଦୁର୍ଗର ବନ୍ଦୀ — [125, 1526, 255, 1542]
event-listing: କାଳିଆତର୍ପଣ ପ୍ରତିଯୋଗିତା, ସ୍ଥାନ: ମାଲ୍ୟାପଡ଼ିଆ, ସମୟ: ସକାଳ ୧୦ଟା — [194, 1032, 369, 1085]
event-listing: ରେଲୱେ ଷ୍ଟେସନ ଅଟୋରିକ୍ସା ସଂଘ ପକ୍ଷରୁ ସାଂସ୍କୃତିକ କାର୍ଯ୍ୟକ୍ରମ, ସ୍ଥାନ: ପୁରୀ ରେଲୱେ ଷ୍ଟେସନ, ସମୟ: ଅପରାହ୍ନ ୪ଟା — [8, 877, 179, 948]
column-divider — [746, 190, 747, 1340]
story-headline-paddy[interactable]: ସବୁ ଚାଷୀଙ୍କ ଧାନ ... — [636, 1910, 822, 1935]
district-heading: ସୁବର୍ଣ୍ଣପୁର — [938, 786, 1034, 812]
event-listing: ବାଗିଚି ମଣ୍ଡପୁଜା କମିଟି ପକ୍ଷରୁ ଅପେରା ପରିବେଷଣ, ସ୍ଥାନ: ବାଗିଚି ମଣ୍ଡପୁଜା ପଡ଼ିଆ, ସମୟ: ରାତି ୧୦ଟା — [380, 584, 544, 655]
registration-mark — [1130, 2312, 1144, 2326]
registration-mark — [280, 2312, 294, 2326]
event-listing: ଦିବ୍ୟାଙ୍ଗଜିତାକ୍ଷିଣ୍ଟ ଏବଂ ସାମାଜିକ ଦାୟିତ୍ୱିତା ଭ୍ରମଣ, ସ୍ଥାନ: ଜିଲା ପରିଷଦ ସମ୍ମିଳନୀ କକ୍ଷ, ସମୟ: ପୂର୍ବାହ୍ନ ୧୦ଟା ୩୦ — [938, 538, 1114, 609]
sign-prediction: ମନେ ମନେ ଚିନ୍ତା କରିପାରନ୍ତି । ନୂଆ କାର୍ଯ୍ୟ ଆରମ୍ଭ କରିବା ପୂର୍ବରୁ ଭଲ ଭାବେ ବିଚାର କରିବା ଉଚିତ । ଆଲୋଚନା ଦ୍ୱାରା ସମସ୍ୟା ସମାଧାନ ହେବ । ମିତ୍ର ସହାୟତା ଓ ପରିବାରର ସମର୍ଥନ ମିଳିବ । — [1220, 897, 1437, 984]
story-body-paddy-continued — [876, 1382, 1112, 2282]
poem-line: ଅଫ ଛିଲା, ତବ କିଲା — [139, 1621, 241, 1636]
event-listing: ଅନ୍ତର୍ଜାତୀୟ ଶିଶୁ କନ୍ୟା ଦିବସ, ସ୍ଥାନ: କିଲାପାଳଙ୍କ ଅଡିଟୋରିୟମ୍ ହଲ୍, ବାଲେଶ୍ୱର, ସମୟ: ପୂର୍ବାହ୍ନ ୧୦ଟା — [194, 225, 364, 296]
story-paragraph: ନୋବେଲ କମିଟି କହିଛି ଯେ ମାଚାଡୋ ଅନେକ ବର୍ଷ ଧରି ଗଣତାନ୍ତ୍ରିକ ଅଧିକାର ପାଇଁ ଶାନ୍ତିପୂର୍ଣ୍ଣ ଆନ୍ଦୋଳନ କରି ଆସୁଛନ୍ତି । ସେ ନିର୍ବାଚନରେ ଭାଗ ନେବାକୁ ବାରଣ କରାଯାଇଥିଲେ ସୁଦ୍ଧା ବିରୋଧୀ ଦଳକୁ ଏକଜୁଟ କରିଥିଲେ । — [384, 1514, 620, 1604]
horoscope-email[interactable]: Email-pkmahapatro@gmail.com — [1251, 211, 1444, 225]
logo-caption: Years — [85, 56, 115, 70]
horoscope-sign — [1130, 1446, 1442, 1596]
horoscope-byline — [1130, 176, 1444, 227]
event-listing: ଜିଲାସ୍ତରୀୟ 'ପ୍ରଧାନମନ୍ତ୍ରୀ ଧନ ଧାନ୍ୟ କୃଷି ଯୋଜନା' ଉତ୍ସବ, ସ୍ଥାନ: କିଲାପରିଷଦ ସଭାଗୃହ, ସମୟ: ସକାଳ ୧୦ଟା — [194, 149, 367, 220]
column-divider — [870, 1388, 871, 2282]
header-divider — [1376, 10, 1380, 72]
sign-prediction: ଆପଣ ଭାଗ୍ୟରେ ଉନ୍ନତି ହେବା ସହ କିଛି ଭଲ ଲେଣଦେଣ ହେବ । ଆର୍ଥିକ ଯୋଜନାରେ ସଫଳତା ମିଳିବ । ପରିବାର ସହ ଶୁଭ ସମୟ ବିତାଇବେ । କର୍ମକ୍ଷେତ୍ରରେ ଉନ୍ନତିର ଯୋଗ ରହିଛି । ପୁରୁଣା ବନ୍ଧୁଙ୍କ ସହ ସାକ୍ଷାତ ହେବ । — [1220, 457, 1442, 544]
event-listing: ପ୍ରଧାନମନ୍ତ୍ରୀ ଧନଧାନ୍ୟ କୃଷି ଯୋଜନା ଆରମ୍ଭ ପରିଚୟ, ସ୍ଥାନ: ନବରଙ୍ଗପୁର ମିଳନକେନ୍ଦ୍ର ବୈଠକ ଗୃହ, ସମୟ: ପୂର୍ବାହ୍ନ ୧୧ଟା — [566, 598, 740, 669]
event-listing: ଜିଲାସ୍ତରୀୟ ଅନ୍ତର୍ଜାତୀୟ ବାଳିକା ଦିବସ, ସ୍ଥାନ: ଜିଲ୍ଲା ପରିଷଦ ସମ୍ମିଳନୀ କକ୍ଷ, ରାୟଗଡ଼ା, ସମୟ: ପୂର୍ବାହ୍ନ ୧୦ଟା ୩୦ — [566, 432, 741, 503]
sign-prediction: ଆଜି ପାରିବାରିକ ଓ କର୍ମକ୍ଷେତ୍ରେ ପରିସ୍ଥିତି ପରିସ୍ଥିତି ଅନୁକୂଳ ରହିବ । ଆର୍ଥିକ ଯୋଜନାକୁ ବୁଝିସୁଝି କାର୍ଯ୍ୟ କରିବା ଉଚିତ । ମନ ଖୁସି ରହିବ । ବିବାଦୀୟ ପରିସ୍ଥିତିରୁ ଦୂରେଇ ରହିବା ଉଚିତ । ସାହିତ୍ୟ, ସଙ୍ଗୀତ ଓ ଧର୍ମୀୟ କାର୍ଯ୍ୟରେ ଅନୁରାଗ ବଢ଼ିବ । — [1220, 237, 1439, 342]
story-paragraph: ରାଜ୍ୟ ସରକାରଙ୍କ ପକ୍ଷରୁ ଏହି ଯୋଜନାକୁ କାର୍ଯ୍ୟକାରୀ କରିବା ପାଇଁ ସମସ୍ତ ପ୍ରସ୍ତୁତି କରାଯାଇଛି । କୃଷକମାନଙ୍କୁ ଏହାର ସୁବିଧା ମିଳିବ ବୋଲି ମୁଖ୍ୟମନ୍ତ୍ରୀ କହିଛନ୍ତି । ଜିଲ୍ଲାସ୍ତରରେ ମଧ୍ୟ କାର୍ଯ୍ୟକ୍ରମ ଆୟୋଜିତ ହେବ । — [636, 1389, 849, 1497]
zodiac-icon: ♈ — [1136, 266, 1200, 330]
sign-label: ମୀନ — [1130, 1446, 1210, 1472]
event-listing: ପୁରୁଣା ଜିଲ୍ଲା ପରିଷଦ ହଲ୍, ଢେଙ୍କାନାଳ, ସମୟ: ପୂର୍ବାହ୍ନ ୧୦ଟା — [380, 191, 555, 225]
district-heading: ଦେବଗଡ଼ — [938, 450, 1013, 476]
district-heading: ଭୁବନେଶ୍ୱର — [8, 101, 117, 126]
cartoon-face-icon — [14, 1356, 78, 1430]
section-rule — [0, 1342, 1118, 1343]
event-listing: ଭାଇଭାଇୟା ନିବାସ ଶ୍ମଶାନ ପୁଜରେ ତୁରମିଣ୍ଟ ଫାଇନାଲ ଖେଳ, ସ୍ଥାନ: ସୁପ୍ରସିଦ୍ଧ ବସର ବାଲିକା, ସମୟ: ଅପରାହ୍ନ ୩ଟା — [752, 191, 925, 262]
sign-label: ବିଛା — [1130, 1006, 1210, 1032]
masthead — [0, 0, 1476, 84]
sign-label: ତୁଳା — [1130, 896, 1210, 922]
sign-label: ମକର — [1130, 1226, 1210, 1252]
district-heading: ବରଗଡ଼ — [752, 1000, 817, 1026]
district-heading: ଢେଙ୍କାନାଳ — [194, 1002, 294, 1028]
event-listing: ଜୁଷ୍ଟୁରାସ୍ତରୀୟ ଶିଶୁ ପ୍ରତିଭା ମହୋତ୍ସବ ଘୁଙ୍ଗଡ଼ି, ସ୍ଥାନ: ସରକାରୀ ଉଚ୍ଚ ବିଦ୍ୟାଳୟ, ବୁଙ୍ଗାପାଲି, ବରଗଡ଼, ସମୟ: ସକାଳ ୧୦ଟା — [752, 1106, 909, 1196]
dateline — [190, 12, 373, 68]
horoscope-address: ମଙ୍ଗଳାପୁରପାଟଣା ସାସନ, ଜାଜପୁର, ଗଞ୍ଜାମ — [1182, 194, 1392, 208]
sign-label: କର୍କଟ — [1130, 566, 1210, 592]
event-listing: ଜିଲାସ୍ତରୀୟ ଅନ୍ତର୍ଜାତୀୟ ଶିଶୁକନ୍ୟା ଦିବସ ପାଳନ, ସ୍ଥାନ: ଜିଲାପାଳଙ୍କ କାର୍ଯ୍ୟାଳୟର ସଦ୍ଭାବନା ସଭାଗୃହ, ଭଦ୍ରକ, ସମୟ: ପୂର୍ବାହ୍ନ ୧୧ଟା — [194, 409, 345, 499]
registration-mark — [320, 2312, 334, 2326]
zodiac-icon: ♍ — [1136, 816, 1200, 880]
district-heading: ପୁରୀ — [8, 771, 46, 796]
event-listing: ଗାନ୍ଧୀ ଜୟନ୍ତୀ ଉପଲକ୍ଷେ ଅନୁଷ୍ଠିତ ବିଭିନ୍ନ ପ୍ରତିଯୋଗିତାର ପୁରସ୍କାର ବିତରଣ ସମାରୋହ, ସ୍ଥାନ: ବିଜେଏସ୍ ଭବନ, ବିଜେବି ନଗର, ସମୟ: ସକାଳ ୯ଟା ୩୦ — [8, 131, 183, 220]
zodiac-icon: ♐ — [1136, 1146, 1200, 1210]
dateline-date: ୧୧ ଅକ୍ଟୋବର, ୨୦୨୫ — [190, 42, 368, 66]
